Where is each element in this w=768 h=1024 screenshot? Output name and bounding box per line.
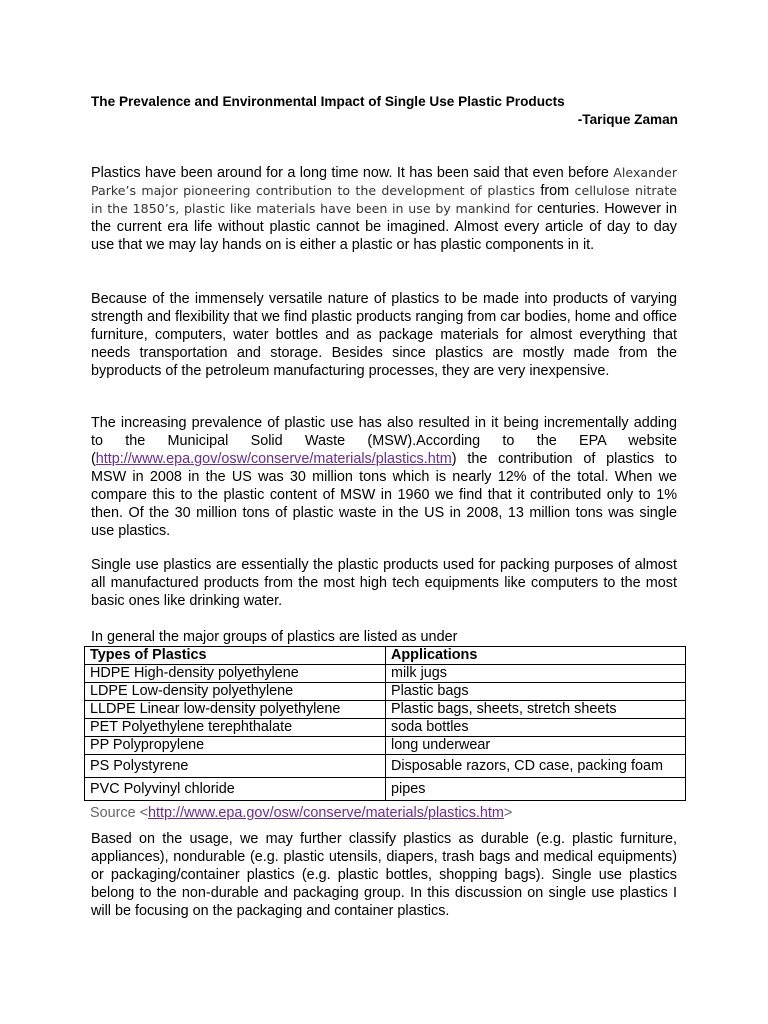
table-cell-application: long underwear — [386, 737, 686, 755]
paragraph-1-text-b: Alexander Parke’s major pioneering contribution to the development of plastics — [91, 165, 678, 198]
paragraph-3 — [91, 414, 677, 540]
paragraph-5: Based on the usage, we may further classify plastics as durable (e.g. plastic furniture, appliances), nondurable (e.g. plastic utensils, diapers, trash bags and medical equipments) or packaging/container plastics (e.g. plastic bottles, shopping bags). Single use plastics belong to the non-durable and packaging group. In this discussion on single use plastics I will be focusing on the packaging and container plastics. — [91, 831, 677, 919]
table-cell-type: PET Polyethylene terephthalate — [85, 719, 386, 737]
table-row — [85, 737, 686, 755]
source-prefix: Source < — [90, 805, 148, 821]
table-header-applications: Applications — [386, 647, 686, 665]
table-cell-type: LDPE Low-density polyethylene — [85, 683, 386, 701]
table-row — [85, 701, 686, 719]
document-author: -Tarique Zaman — [577, 112, 678, 127]
table-cell-application: pipes — [386, 778, 686, 801]
paragraph-1 — [91, 164, 677, 254]
source-citation — [90, 804, 512, 822]
table-row — [85, 719, 686, 737]
paragraph-2: Because of the immensely versatile nature of plastics to be made into products of varying strength and flexibility that we find plastic products ranging from car bodies, home and office furniture, computers, water bottles and as package materials for almost everything that needs transportation and storage. Besides since plastics are mostly made from the byproducts of the petroleum manufacturing processes, they are very inexpensive. — [91, 291, 677, 379]
table-row — [85, 683, 686, 701]
paragraph-3-text-b: ) the contribution of plastics to MSW in 2008 in the US was 30 million tons which is nearly 12% of the total. When we compare this to the plastic content of MSW in 1960 we find that it contributed only to 1% then. Of the 30 million tons of plastic waste in the US in 2008, 13 million tons was single use plastics. — [91, 451, 677, 539]
table-cell-application: soda bottles — [386, 719, 686, 737]
table-intro: In general the major groups of plastics are listed as under — [91, 629, 458, 645]
source-link[interactable]: http://www.epa.gov/osw/conserve/materials/plastics.htm — [148, 805, 504, 821]
paragraph-1-text-c: from — [540, 183, 570, 199]
paragraph-1-text-d: cellulose nitrate in the 1850’s, plastic like materials have been in use by mankind for — [91, 183, 678, 216]
table-cell-application: Plastic bags, sheets, stretch sheets — [386, 701, 686, 719]
source-suffix: > — [503, 805, 513, 821]
table-row — [85, 755, 686, 778]
table-cell-type: PVC Polyvinyl chloride — [85, 778, 386, 801]
epa-link[interactable]: http://www.epa.gov/osw/conserve/materials/plastics.htm — [95, 451, 452, 467]
paragraph-1-text-e: centuries. However in the current era life without plastic cannot be imagined. Almost every article of day to day use that we may lay hands on is either a plastic or has plastic components in it. — [91, 201, 678, 253]
table-cell-application: Plastic bags — [386, 683, 686, 701]
document-title: The Prevalence and Environmental Impact of Single Use Plastic Products — [91, 94, 565, 109]
paragraph-1-text-a: Plastics have been around for a long time now. It has been said that even before — [91, 165, 609, 181]
plastics-table — [84, 646, 686, 801]
table-cell-type: PP Polypropylene — [85, 737, 386, 755]
table-cell-type: HDPE High-density polyethylene — [85, 665, 386, 683]
table-cell-application: milk jugs — [386, 665, 686, 683]
table-header-types: Types of Plastics — [85, 647, 386, 665]
table-row — [85, 665, 686, 683]
table-cell-application: Disposable razors, CD case, packing foam — [386, 755, 686, 778]
table-cell-type: PS Polystyrene — [85, 755, 386, 778]
table-row — [85, 778, 686, 801]
table-cell-type: LLDPE Linear low-density polyethylene — [85, 701, 386, 719]
table-header-row — [85, 647, 686, 665]
paragraph-4: Single use plastics are essentially the plastic products used for packing purposes of almost all manufactured products from the most high tech equipments like computers to the most basic ones like drinking water. — [91, 557, 677, 609]
paragraph-3-text-a: The increasing prevalence of plastic use has also resulted in it being incrementally adding to the Municipal Solid Waste (MSW).According to the EPA website ( — [91, 415, 677, 467]
